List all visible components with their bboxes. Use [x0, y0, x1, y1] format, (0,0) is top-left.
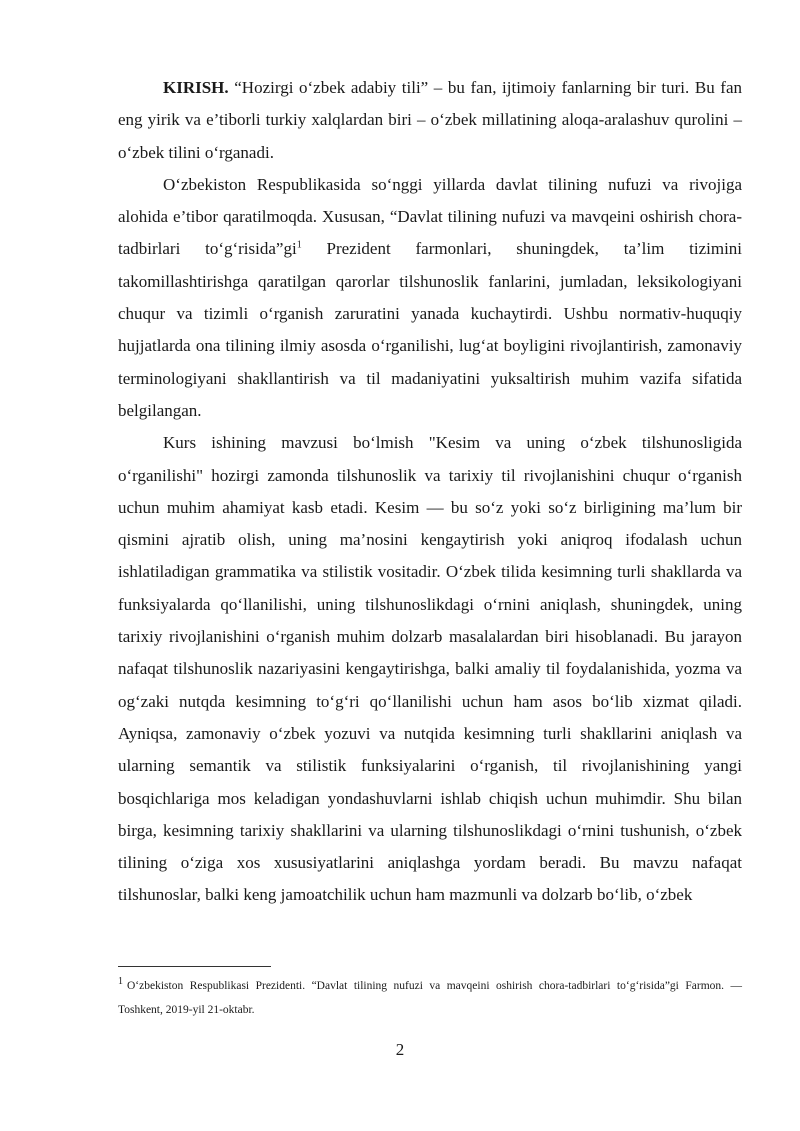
topic-text: Kurs ishining mavzusi boʻlmish "Kesim va uning oʻzbek tilshunosligida oʻrganilishi" hozirgi zamonda tilshunoslik va tarixiy til rivojlanishini chuqur oʻrganish uchun muhim ahamiyat kasb etadi. Kesim — bu soʻz yoki soʻz birligining ma’lum bir qismini ajratib olish, uning ma’nosini kengaytirish yoki aniqroq ifodalash uchun ishlatiladigan grammatika va stilistik vositadir. Oʻzbek tilida kesimning turli shakllarda va funksiyalarda qoʻllanilishi, uning tilshunoslikdagi oʻrnini aniqlash, shuningdek, uning tarixiy rivojlanishini oʻrganish muhim dolzarb masalalardan biri hisoblanadi. Bu jarayon nafaqat tilshunoslik nazariyasini kengaytirishga, balki amaliy til foydalanishida, yozma va ogʻzaki nutqda kesimning toʻgʻri qoʻllanilishi uchun ham asos boʻlib xizmat qiladi. Ayniqsa, zamonaviy oʻzbek yozuvi va nutqida kesimning turli shakllarini aniqlash va ularning semantik va stilistik funksiyalarini oʻrganish, til rivojlanishining yangi bosqichlariga mos keladigan yondashuvlarni ishlab chiqish uchun muhimdir. Shu bilan birga, kesimning tarixiy shakllarini va ularning tilshunoslikdagi oʻrnini tushunish, oʻzbek tilining oʻziga xos xususiyatlarini aniqlashga yordam beradi. Bu mavzu nafaqat tilshunoslar, balki keng jamoatchilik uchun ham mazmunli va dolzarb boʻlib, oʻzbek [118, 433, 742, 905]
context-text-after: Prezident farmonlari, shuningdek, ta’lim tizimini takomillashtirishga qaratilgan qarorlar tilshunoslik fanlarini, jumladan, leksikologiyani chuqur va tizimli oʻrganish zaruratini yanada kuchaytirdi. Ushbu normativ-huquqiy hujjatlarda ona tilining ilmiy asosda oʻrganilishi, lugʻat boyligini rivojlantirish, zamonaviy terminologiyani shakllantirish va til madaniyatini yuksaltirish muhim vazifa sifatida belgilangan. [118, 239, 743, 420]
footnote [118, 974, 742, 1022]
intro-text: “Hozirgi oʻzbek adabiy tili” – bu fan, ijtimoiy fanlarning bir turi. Bu fan eng yirik va e’tiborli turkiy xalqlardan biri – oʻzbek millatining aloqa-aralashuv qurolini – oʻzbek tilini oʻrganadi. [118, 78, 742, 162]
body-text [118, 72, 742, 912]
context-text-before: Oʻzbekiston Respublikasida soʻnggi yillarda davlat tilining nufuzi va rivojiga alohida e’tibor qaratilmoqda. Xususan, “Davlat tilining nufuzi va mavqeini oshirish chora-tadbirlari toʻgʻrisida”gi [118, 174, 742, 259]
page-number: 2 [395, 1040, 405, 1059]
section-heading: KIRISH. [163, 78, 229, 97]
context-paragraph [118, 169, 742, 427]
footnote-reference[interactable]: 1 [296, 239, 302, 251]
topic-paragraph [118, 427, 742, 911]
intro-paragraph [118, 72, 742, 169]
footnote-divider [118, 966, 271, 967]
footnote-mark: 1 [118, 976, 123, 988]
footnote-text: Oʻzbekiston Respublikasi Prezidenti. “Davlat tilining nufuzi va mavqeini oshirish chora-tadbirlari toʻgʻrisida”gi Farmon. — Toshkent, 2019-yil 21-oktabr. [118, 980, 742, 1016]
